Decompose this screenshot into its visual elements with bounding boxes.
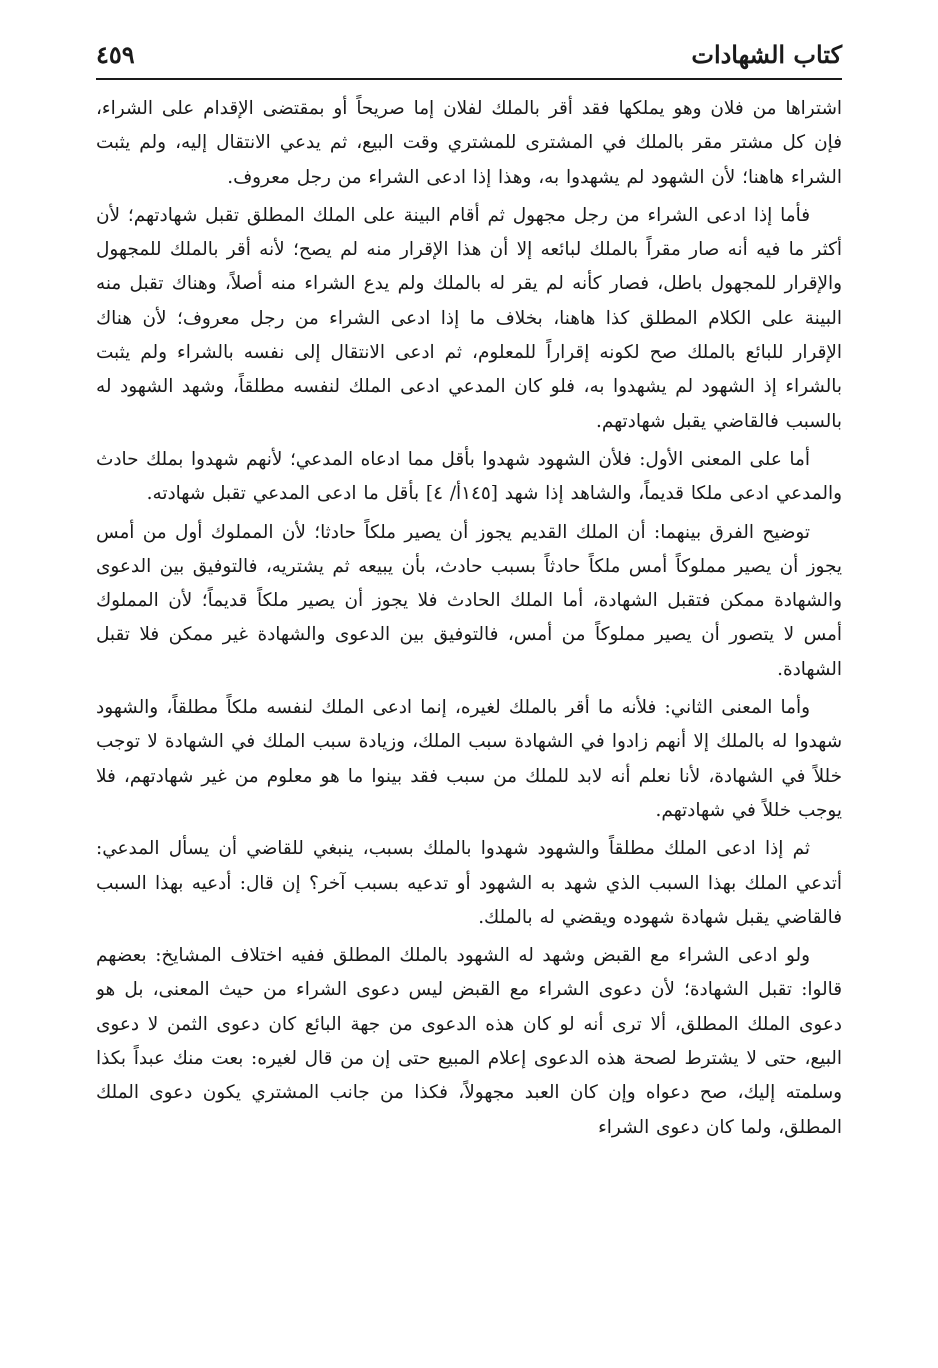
- page-number: ٤٥٩: [96, 39, 135, 69]
- paragraph-1: اشتراها من فلان وهو يملكها فقد أقر بالملك لفلان إما صريحاً أو بمقتضى الإقدام على الشراء، فإن كل مشتر مقر بالملك في المشترى للمشتري وقت البيع، ثم يدعي الانتقال إليه، ولم يثبت الشراء هاهنا؛ لأن الشهود لم يشهدوا به، وهذا إذا ادعى الشراء من رجل معروف.: [96, 98, 842, 188]
- paragraph-3: أما على المعنى الأول: فلأن الشهود شهدوا بأقل مما ادعاه المدعي؛ لأنهم شهدوا بملك حادث والمدعي ادعى ملكا قديماً، والشاهد إذا شهد [١٤٥أ/ ٤] بأقل ما ادعى المدعي تقبل شهادته.: [96, 448, 842, 505]
- paragraph-7: ولو ادعى الشراء مع القبض وشهد له الشهود بالملك المطلق ففيه اختلاف المشايخ: بعضهم قالوا: تقبل الشهادة؛ لأن دعوى الشراء مع القبض ليس دعوى الشراء من حيث المعنى، بل هو دعوى الملك المطلق، ألا ترى أنه لو كان هذه الدعوى من جهة البائع كان دعوى الثمن لا دعوى البيع، حتى لا يشترط لصحة هذه الدعوى إعلام المبيع حتى إن من قال لغيره: بعت منك عبداً بكذا وسلمته إليك، صح دعواه وإن كان العبد مجهولاً، فكذا من جانب المشتري يكون دعوى الملك المطلق، ولما كان دعوى الشراء: [96, 945, 842, 1138]
- running-head-title: كتاب الشهادات: [691, 39, 842, 69]
- page-header: [96, 30, 842, 80]
- paragraph-4: توضيح الفرق بينهما: أن الملك القديم يجوز أن يصير ملكاً حادثا؛ لأن المملوك أول من أمس يجوز أن يصير مملوكاً أمس ملكاً حادثاً بسبب حادث، بأن يبيعه ثم يشتريه، فالتوفيق بين الدعوى والشهادة ممكن فتقبل الشهادة، أما الملك الحادث فلا يجوز أن يصير ملكاً قديماً؛ لأن المملوك أمس لا يتصور أن يصير مملوكاً من أمس، فالتوفيق بين الدعوى والشهادة غير ممكن فلا تقبل الشهادة.: [96, 521, 842, 680]
- paragraph-2: فأما إذا ادعى الشراء من رجل مجهول ثم أقام البينة على الملك المطلق تقبل شهادتهم؛ لأن أكثر ما فيه أنه صار مقراً بالملك لبائعه إلا أن هذا الإقرار منه لم يصح؛ لأنه أقر بالملك للمجهول والإقرار للمجهول باطل، فصار كأنه لم يقر له بالملك ولم يدع الشراء منه أصلاً، وهناك تقبل منه البينة على الكلام المطلق كذا هاهنا، بخلاف ما إذا ادعى الشراء من رجل معروف؛ لأن هناك الإقرار للبائع بالملك صح لكونه إقراراً للمعلوم، ثم ادعى الانتقال إلى نفسه بالشراء ولم يثبت بالشراء إذ الشهود لم يشهدوا به، فلو كان المدعي ادعى الملك لنفسه مطلقاً، وشهد الشهود له بالسبب فالقاضي يقبل شهادتهم.: [96, 204, 842, 432]
- paragraph-6: ثم إذا ادعى الملك مطلقاً والشهود شهدوا بالملك بسبب، ينبغي للقاضي أن يسأل المدعي: أتدعي الملك بهذا السبب الذي شهد به الشهود أو تدعيه بسبب آخر؟ إن قال: أدعيه بهذا السبب فالقاضي يقبل شهادة شهوده ويقضي له بالملك.: [96, 838, 842, 928]
- paragraph-5: وأما المعنى الثاني: فلأنه ما أقر بالملك لغيره، إنما ادعى الملك لنفسه ملكاً مطلقاً، والشهود شهدوا له بالملك إلا أنهم زادوا في الشهادة سبب الملك، وزيادة سبب الملك في الشهادة لا توجب خللاً في الشهادة، لأنا نعلم أنه لابد للملك من سبب فقد بينوا ما هو معلوم من غير شهادتهم، فلا يوجب خللاً في شهادتهم.: [96, 697, 842, 821]
- body-text: [96, 92, 842, 1348]
